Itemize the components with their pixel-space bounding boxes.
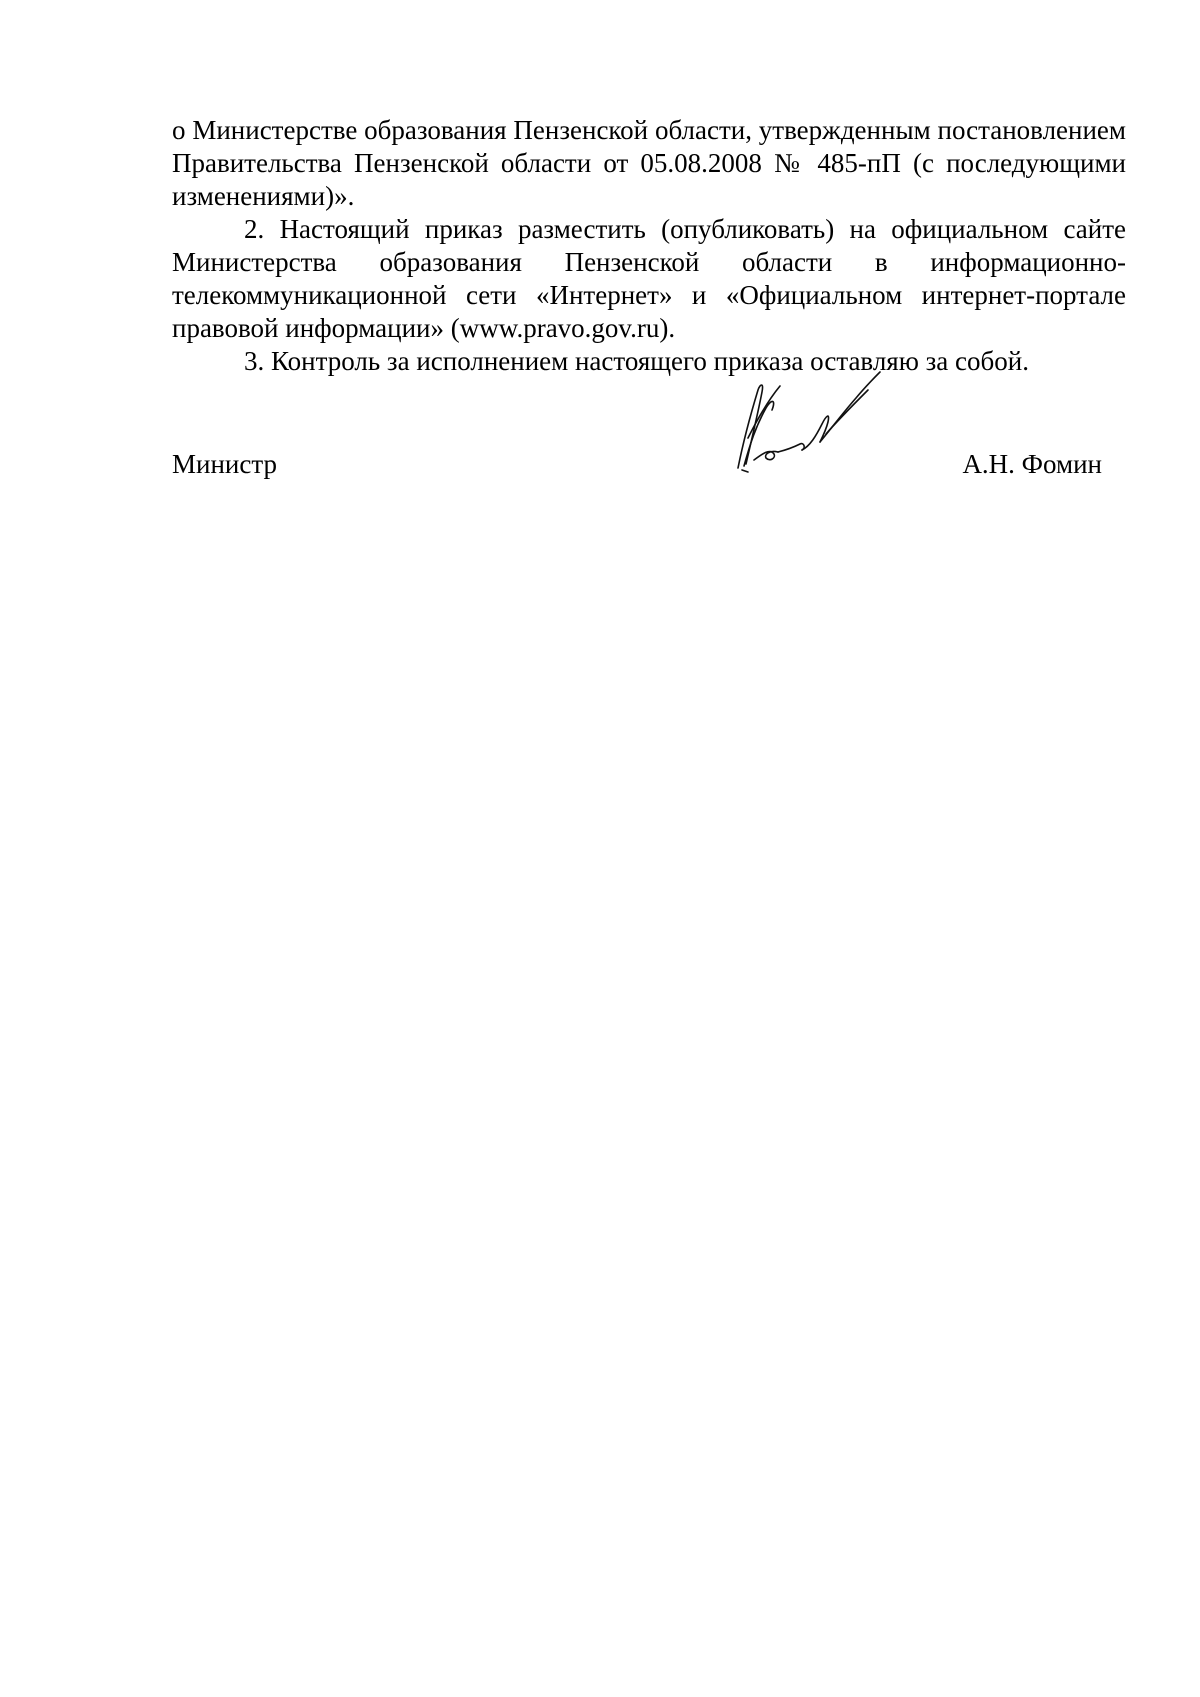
paragraph-item-3: 3. Контроль за исполнением настоящего приказа оставляю за собой. xyxy=(244,346,1029,376)
paragraph-item-2: 2. Настоящий приказ разместить (опубликовать) на официальном сайте Министерства образования Пензенской области в информационно-телекоммуникационной сети «Интернет» и «Официальном интернет-портале правовой информации» (www.pravo.gov.ru). xyxy=(172,214,1126,343)
signature-block xyxy=(172,448,1102,484)
document-body xyxy=(172,114,1126,378)
signer-title: Министр xyxy=(172,449,277,479)
paragraph-continuation: о Министерстве образования Пензенской области, утвержденным постановлением Правительства Пензенской области от 05.08.2008 № 485-пП (с последующими изменениями)». xyxy=(172,115,1126,211)
signer-name: А.Н. Фомин xyxy=(962,449,1102,479)
